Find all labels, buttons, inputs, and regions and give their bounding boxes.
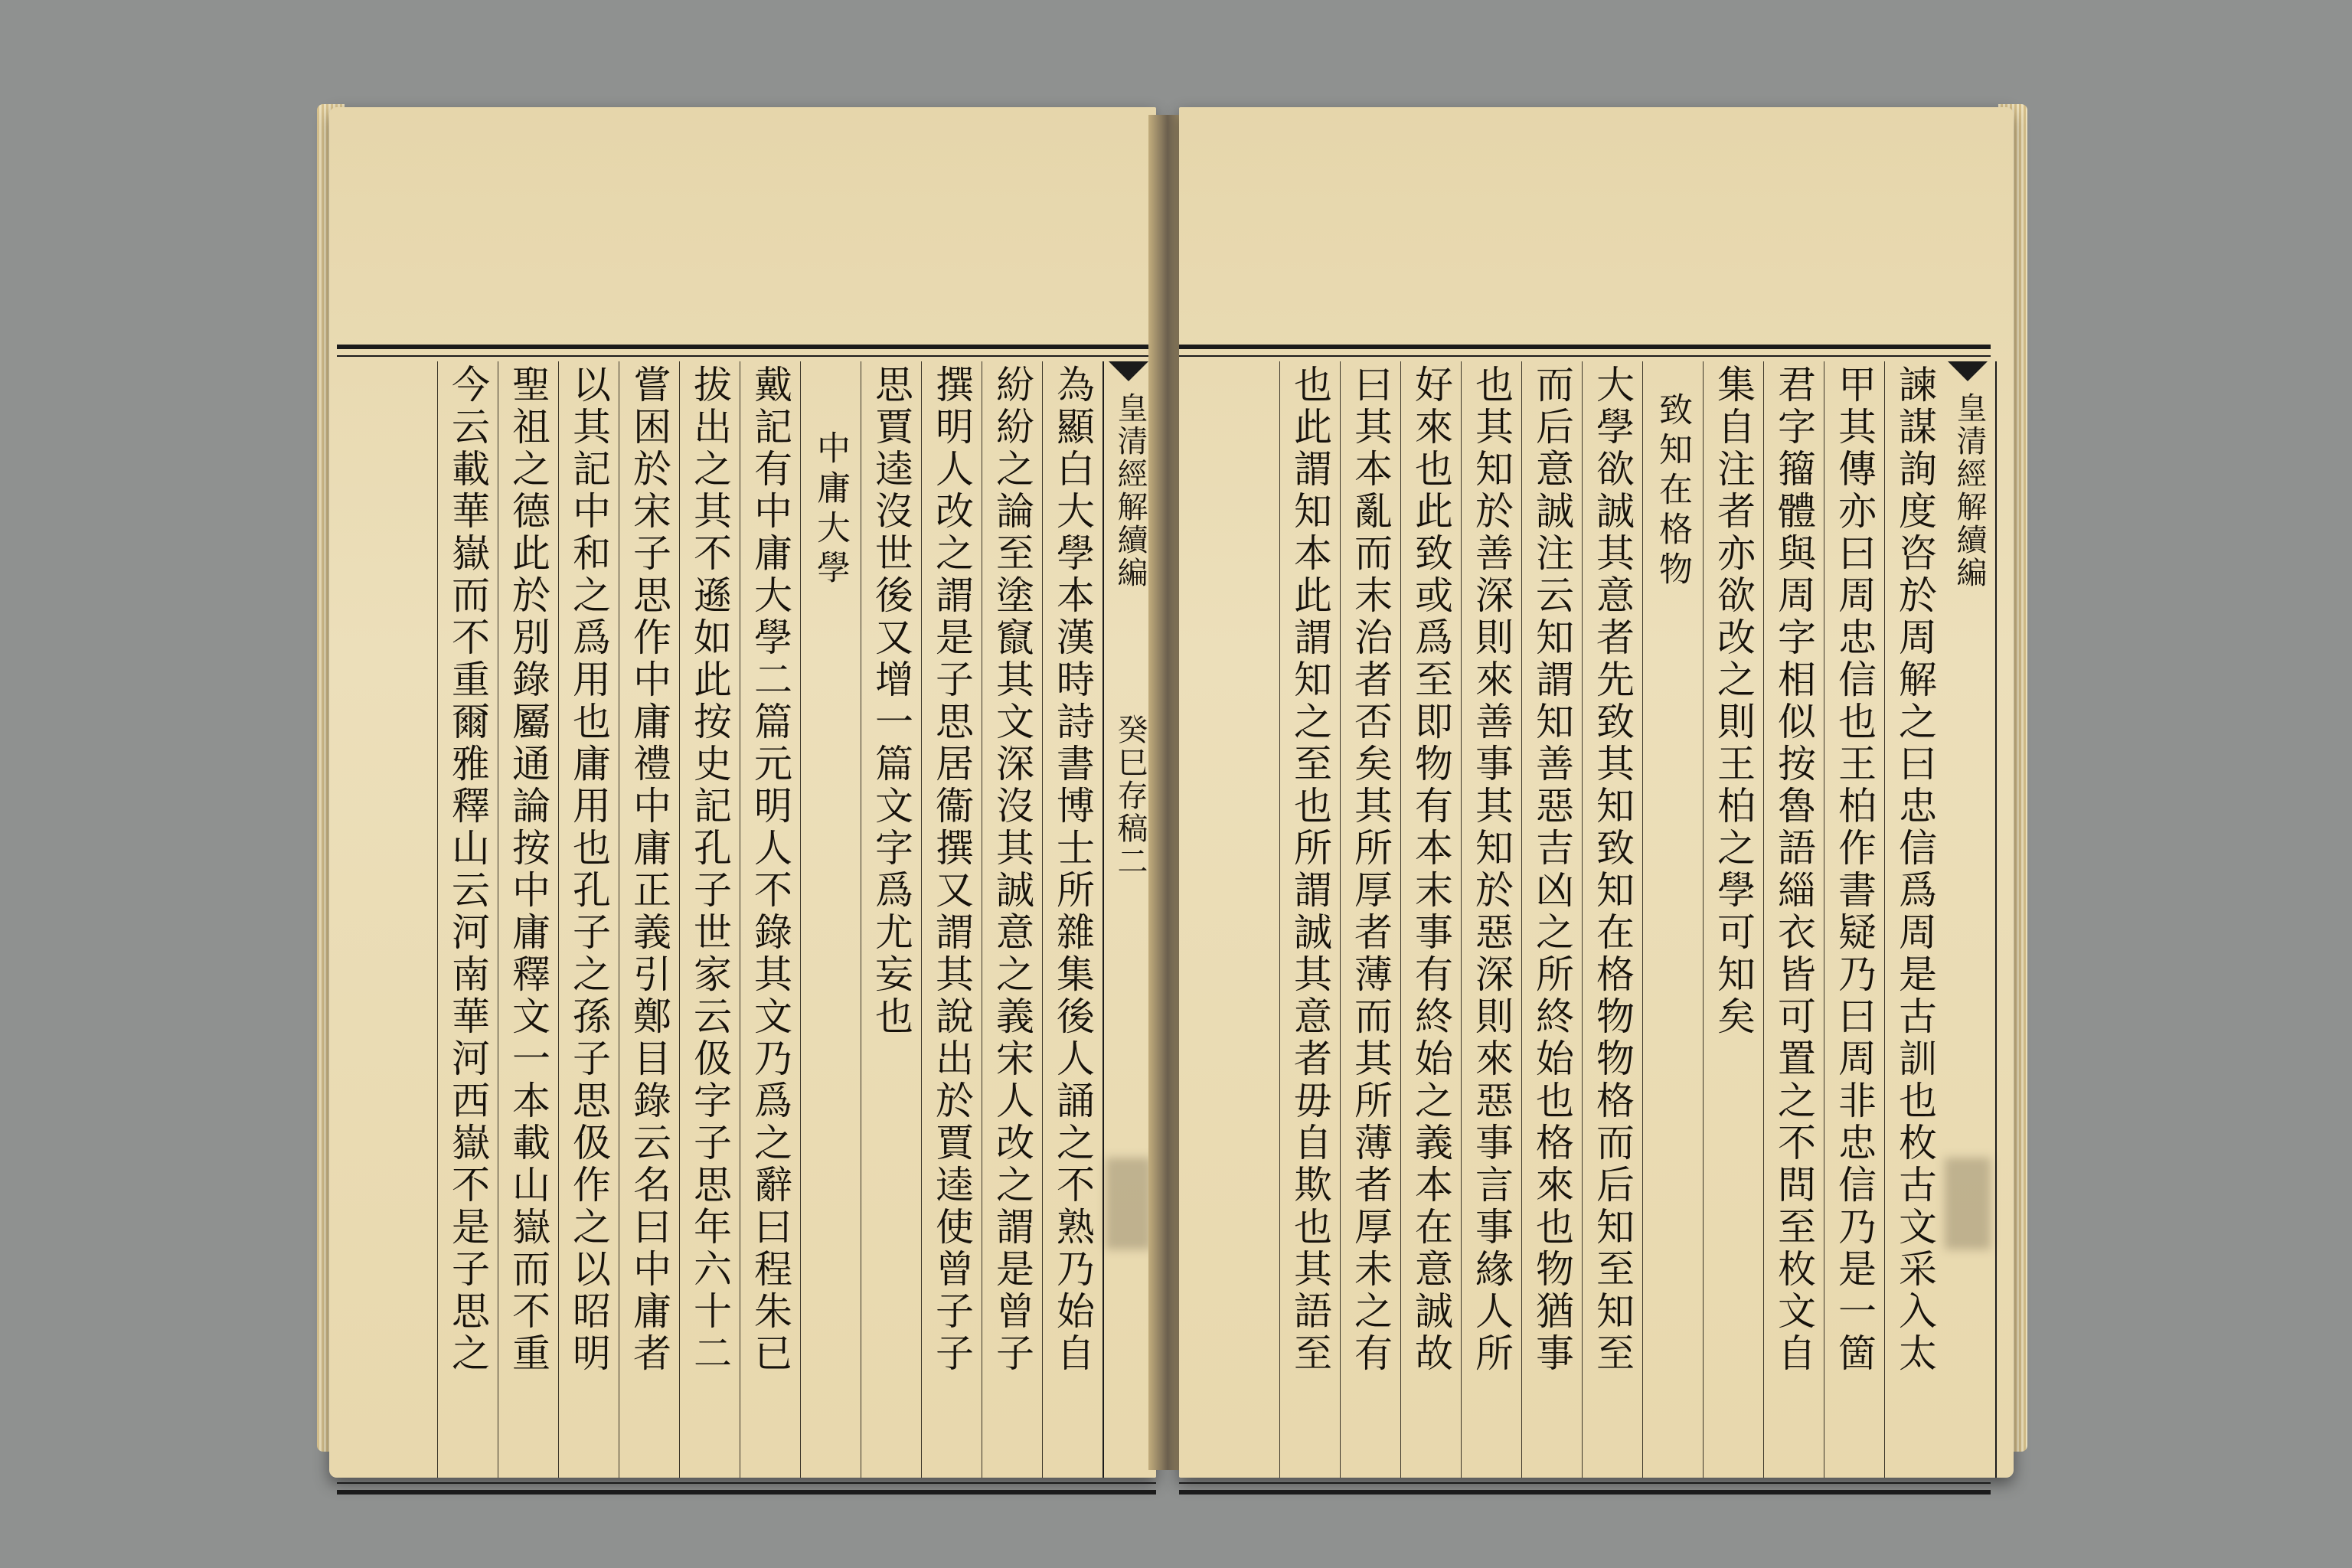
fish-tail-mark	[1109, 361, 1148, 381]
text-column: 思賈逵沒世後又增一篇文字爲尤妄也	[861, 361, 921, 1478]
text-column: 為顯白大學本漢時詩書博士所雜集後人誦之不熟乃始自	[1042, 361, 1102, 1478]
text-column: 戴記有中庸大學二篇元明人不錄其文乃爲之辭曰程朱已	[740, 361, 800, 1478]
right-print-frame	[1179, 345, 1991, 1494]
text-column: 嘗困於宋子思作中庸禮中庸正義引鄭目錄云名曰中庸者	[619, 361, 679, 1478]
section-heading: 致知在格物	[1642, 361, 1703, 1478]
text-column: 紛紛之論至塗竄其文深沒其誠意之義宋人改之謂是曾子	[982, 361, 1042, 1478]
book-title: 皇清經解續編	[1112, 392, 1148, 590]
left-text-columns	[337, 361, 1102, 1478]
text-column: 大學欲誠其意者先致其知致知在格物物格而后知至知至	[1582, 361, 1642, 1478]
text-column: 以其記中和之爲用也庸用也孔子之孫子思伋作之以昭明	[558, 361, 619, 1478]
fish-tail-mark	[1948, 361, 1988, 381]
text-column: 集自注者亦欲改之則王柏之學可知矣	[1703, 361, 1763, 1478]
right-text-columns	[1179, 361, 1945, 1478]
text-column: 也其知於善深則來善事其知於惡深則來惡事言事緣人所	[1461, 361, 1521, 1478]
text-column: 好來也此致或爲至即物有本末事有終始之義本在意誠故	[1400, 361, 1461, 1478]
text-column: 拔出之其不遜如此按史記孔子世家云伋字子思年六十二	[679, 361, 740, 1478]
section-heading: 中庸大學	[800, 361, 861, 1478]
left-page	[329, 107, 1156, 1478]
text-column: 也此謂知本此謂知之至也所謂誠其意者毋自欺也其語至	[1279, 361, 1340, 1478]
text-column: 曰其本亂而末治者否矣其所厚者薄而其所薄者厚未之有	[1340, 361, 1400, 1478]
text-column: 君字籀體與周字相似按魯語緇衣皆可置之不問至枚文自	[1763, 361, 1824, 1478]
text-column: 而后意誠注云知謂知善惡吉凶之所終始也格來也物猶事	[1521, 361, 1582, 1478]
text-column: 聖祖之德此於別錄屬通論按中庸釋文一本載山嶽而不重	[498, 361, 558, 1478]
book-title: 皇清經解續編	[1952, 392, 1987, 590]
left-print-frame	[337, 345, 1156, 1494]
volume-label: 癸巳存稿二	[1112, 714, 1148, 878]
right-center-fold-column	[1943, 361, 1997, 1478]
text-column: 今云載華嶽而不重爾雅釋山云河南華河西嶽不是子思之	[437, 361, 498, 1478]
text-column: 撰明人改之謂是子思居衞撰又謂其說出於賈逵使曾子子	[921, 361, 982, 1478]
right-page	[1179, 107, 2014, 1478]
text-column: 諫謀詢度咨於周解之曰忠信爲周是古訓也枚古文采入太	[1884, 361, 1945, 1478]
text-column: 甲其傳亦曰周忠信也王柏作書疑乃曰周非忠信乃是一箇	[1824, 361, 1884, 1478]
open-book	[329, 92, 2014, 1493]
